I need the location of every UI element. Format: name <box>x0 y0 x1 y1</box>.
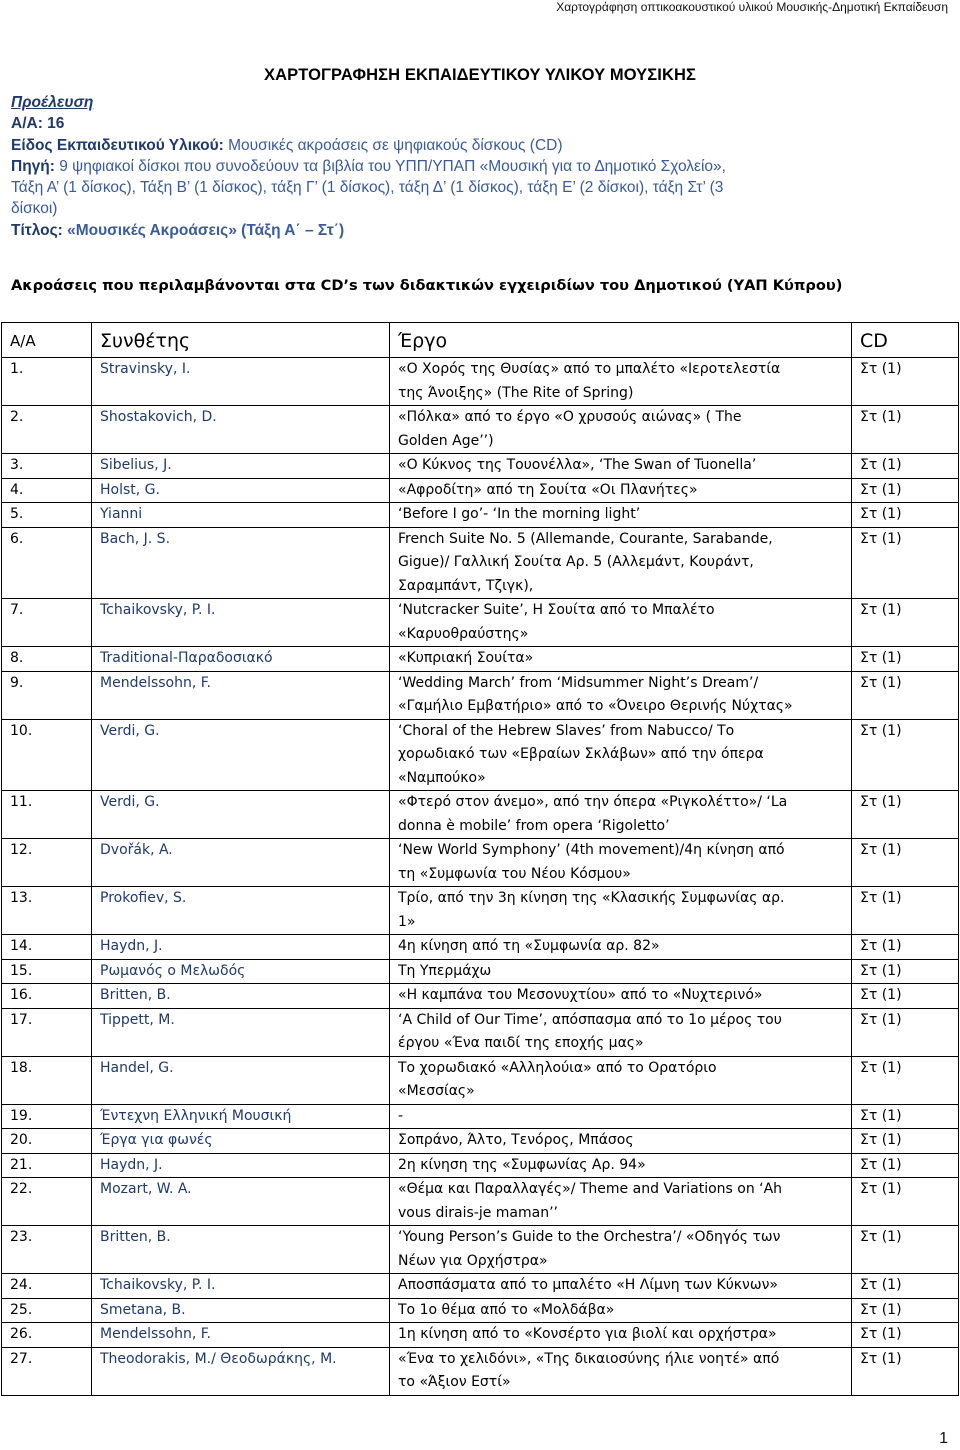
composer-cell: Mozart, W. A. <box>92 1178 390 1226</box>
cd-cell: Στ (1) <box>852 503 959 528</box>
cd-cell: Στ (1) <box>852 791 959 839</box>
composer-cell: Sibelius, J. <box>92 454 390 479</box>
work-line: Νέων για Ορχήστρα» <box>398 1252 548 1269</box>
work-line: «Κυπριακή Σουίτα» <box>398 650 534 666</box>
source-value-1: 9 ψηφιακοί δίσκοι που συνοδεύουν τα βιβλία του ΥΠΠ/ΥΠΑΠ «Μουσική για το Δημοτικό Σχολείο», <box>54 157 726 175</box>
work-cell <box>390 935 852 960</box>
table-row <box>2 1226 959 1274</box>
work-cell <box>390 527 852 599</box>
cd-cell: Στ (1) <box>852 1274 959 1299</box>
cd-cell: Στ (1) <box>852 1178 959 1226</box>
composer-cell: Verdi, G. <box>92 791 390 839</box>
table-row <box>2 1153 959 1178</box>
work-cell <box>390 503 852 528</box>
row-number: 2. <box>2 406 92 454</box>
work-line: Golden Age’’) <box>398 432 494 449</box>
work-line: «Αφροδίτη» από τη Σουίτα «Οι Πλανήτες» <box>398 481 698 498</box>
table-header-row <box>2 323 959 358</box>
table-row <box>2 406 959 454</box>
work-line: το «Άξιον Εστί» <box>398 1374 511 1390</box>
work-line: ‘Before I go’- ‘In the morning light’ <box>398 506 641 522</box>
work-line: «Πόλκα» από το έργο «Ο χρυσούς αιώνας» ( The <box>398 409 742 425</box>
material-type-line <box>11 135 916 156</box>
work-line: ‘New World Symphony’ (4th movement)/4η κίνηση από <box>398 842 785 858</box>
material-type-value: Μουσικές ακροάσεις σε ψηφιακούς δίσκους (CD) <box>223 136 563 154</box>
work-cell <box>390 358 852 406</box>
table-row <box>2 358 959 406</box>
provenance-label: Προέλευση <box>11 94 94 111</box>
row-number: 19. <box>2 1104 92 1129</box>
work-line: 1η κίνηση από το «Κονσέρτο για βιολί και ορχήστρα» <box>398 1326 777 1342</box>
row-number: 7. <box>2 599 92 647</box>
table-row <box>2 1008 959 1056</box>
composer-cell: Prokofiev, S. <box>92 887 390 935</box>
work-cell <box>390 984 852 1009</box>
cd-cell: Στ (1) <box>852 647 959 672</box>
table-row <box>2 1298 959 1323</box>
header-number: Α/Α <box>2 323 92 358</box>
cd-cell: Στ (1) <box>852 1347 959 1395</box>
table-row <box>2 719 959 791</box>
table-row <box>2 984 959 1009</box>
work-line: 4η κίνηση από τη «Συμφωνία αρ. 82» <box>398 938 660 954</box>
composer-cell: Holst, G. <box>92 478 390 503</box>
work-line: ‘A Child of Our Time’, απόσπασμα από το 1ο μέρος του <box>398 1011 782 1028</box>
page-number: 1 <box>939 1430 948 1447</box>
work-cell <box>390 1226 852 1274</box>
record-number: Α/Α: 16 <box>11 115 65 133</box>
table-row <box>2 503 959 528</box>
composer-cell: Britten, B. <box>92 984 390 1009</box>
work-line: 1» <box>398 913 416 930</box>
work-cell <box>390 1129 852 1154</box>
composer-cell: Smetana, B. <box>92 1298 390 1323</box>
work-line: «Ο Χορός της Θυσίας» από το μπαλέτο «Ιεροτελεστία <box>398 361 781 377</box>
header-work: Έργο <box>390 323 852 358</box>
row-number: 8. <box>2 647 92 672</box>
table-row <box>2 791 959 839</box>
running-header: Χαρτογράφηση οπτικοακουστικού υλικού Μουσικής-Δημοτική Εκπαίδευση <box>556 0 948 14</box>
composer-cell: Theodorakis, M./ Θεοδωράκης, Μ. <box>92 1347 390 1395</box>
cd-cell: Στ (1) <box>852 959 959 984</box>
work-cell <box>390 1008 852 1056</box>
table-row <box>2 839 959 887</box>
composer-cell: Dvořák, A. <box>92 839 390 887</box>
work-line: Gigue)/ Γαλλική Σουίτα Αρ. 5 (Αλλεμάντ, Κουράντ, <box>398 554 754 570</box>
table-row <box>2 1323 959 1348</box>
work-cell <box>390 1298 852 1323</box>
row-number: 22. <box>2 1178 92 1226</box>
work-line: vous dirais-je maman’’ <box>398 1204 558 1221</box>
cd-cell: Στ (1) <box>852 599 959 647</box>
source-value-3: δίσκοι) <box>11 200 58 218</box>
source-line <box>11 156 916 177</box>
row-number: 15. <box>2 959 92 984</box>
composer-cell: Έντεχνη Ελληνική Μουσική <box>92 1104 390 1129</box>
work-line: Σοπράνο, Άλτο, Τενόρος, Μπάσος <box>398 1132 634 1148</box>
cd-cell: Στ (1) <box>852 527 959 599</box>
work-line: «Ο Κύκνος της Τουονέλλα», ‘The Swan of Tuonella’ <box>398 457 757 473</box>
row-number: 4. <box>2 478 92 503</box>
cd-cell: Στ (1) <box>852 1226 959 1274</box>
composer-cell: Mendelssohn, F. <box>92 671 390 719</box>
work-cell <box>390 478 852 503</box>
composer-cell: Britten, B. <box>92 1226 390 1274</box>
material-type-label: Είδος Εκπαιδευτικού Υλικού: <box>11 136 224 154</box>
row-number: 23. <box>2 1226 92 1274</box>
cd-cell: Στ (1) <box>852 478 959 503</box>
work-line: ‘Choral of the Hebrew Slaves’ from Nabucco/ Το <box>398 722 735 739</box>
work-line: χορωδιακό των «Εβραίων Σκλάβων» από την όπερα <box>398 746 764 762</box>
row-number: 18. <box>2 1056 92 1104</box>
table-row <box>2 887 959 935</box>
work-line: «Μεσσίας» <box>398 1083 475 1099</box>
row-number: 20. <box>2 1129 92 1154</box>
row-number: 21. <box>2 1153 92 1178</box>
composer-cell: Haydn, J. <box>92 1153 390 1178</box>
cd-cell: Στ (1) <box>852 671 959 719</box>
row-number: 17. <box>2 1008 92 1056</box>
work-cell <box>390 671 852 719</box>
header-cd: CD <box>852 323 959 358</box>
table-row <box>2 1347 959 1395</box>
composer-cell: Tchaikovsky, P. I. <box>92 1274 390 1299</box>
row-number: 5. <box>2 503 92 528</box>
work-line: τη «Συμφωνία του Νέου Κόσμου» <box>398 865 631 882</box>
music-table <box>1 322 959 1396</box>
work-line: Τρίο, από την 3η κίνηση της «Κλασικής Συμφωνίας αρ. <box>398 890 785 906</box>
table-row <box>2 1104 959 1129</box>
composer-cell: Stravinsky, I. <box>92 358 390 406</box>
work-cell <box>390 406 852 454</box>
work-line: donna è mobile’ from opera ‘Rigoletto’ <box>398 817 670 834</box>
row-number: 12. <box>2 839 92 887</box>
row-number: 26. <box>2 1323 92 1348</box>
work-cell <box>390 1056 852 1104</box>
work-line: της Άνοιξης» (The Rite of Spring) <box>398 384 634 401</box>
work-line: ‘Young Person’s Guide to the Orchestra’/ «Οδηγός των <box>398 1229 781 1245</box>
source-label: Πηγή: <box>11 157 55 175</box>
work-line: «Η καμπάνα του Μεσονυχτίου» από το «Νυχτερινό» <box>398 987 763 1003</box>
work-cell <box>390 719 852 791</box>
work-line: Το 1ο θέμα από το «Μολδάβα» <box>398 1301 615 1318</box>
table-row <box>2 647 959 672</box>
work-line: 2η κίνηση της «Συμφωνίας Αρ. 94» <box>398 1156 646 1173</box>
composer-cell: Tchaikovsky, P. I. <box>92 599 390 647</box>
row-number: 1. <box>2 358 92 406</box>
cd-cell: Στ (1) <box>852 1056 959 1104</box>
work-line: - <box>398 1107 404 1124</box>
cd-cell: Στ (1) <box>852 719 959 791</box>
work-cell <box>390 454 852 479</box>
composer-cell: Mendelssohn, F. <box>92 1323 390 1348</box>
cd-cell: Στ (1) <box>852 1129 959 1154</box>
row-number: 14. <box>2 935 92 960</box>
row-number: 25. <box>2 1298 92 1323</box>
table-row <box>2 1274 959 1299</box>
table-body <box>2 358 959 1396</box>
composer-cell: Yianni <box>92 503 390 528</box>
work-cell <box>390 887 852 935</box>
title-label: Τίτλος: <box>11 221 63 239</box>
row-number: 6. <box>2 527 92 599</box>
composer-cell: Tippett, M. <box>92 1008 390 1056</box>
work-cell <box>390 959 852 984</box>
work-cell <box>390 599 852 647</box>
row-number: 9. <box>2 671 92 719</box>
work-cell <box>390 1347 852 1395</box>
work-cell <box>390 791 852 839</box>
row-number: 16. <box>2 984 92 1009</box>
row-number: 27. <box>2 1347 92 1395</box>
work-line: French Suite No. 5 (Allemande, Courante, Sarabande, <box>398 530 773 547</box>
cd-cell: Στ (1) <box>852 984 959 1009</box>
work-cell <box>390 1323 852 1348</box>
work-cell <box>390 1153 852 1178</box>
cd-cell: Στ (1) <box>852 1323 959 1348</box>
table-row <box>2 1129 959 1154</box>
work-cell <box>390 1104 852 1129</box>
row-number: 11. <box>2 791 92 839</box>
composer-cell: Έργα για φωνές <box>92 1129 390 1154</box>
title-line <box>11 220 916 241</box>
work-line: Τη Υπερμάχω <box>398 962 492 979</box>
cd-cell: Στ (1) <box>852 887 959 935</box>
composer-cell: Bach, J. S. <box>92 527 390 599</box>
work-line: έργου «Ένα παιδί της εποχής μας» <box>398 1035 644 1051</box>
work-line: Αποσπάσματα από το μπαλέτο «Η Λίμνη των Κύκνων» <box>398 1277 778 1293</box>
cd-cell: Στ (1) <box>852 406 959 454</box>
cd-cell: Στ (1) <box>852 839 959 887</box>
work-line: ‘Wedding March’ from ‘Midsummer Night’s Dream’/ <box>398 674 759 691</box>
row-number: 3. <box>2 454 92 479</box>
work-cell <box>390 839 852 887</box>
work-line: «Γαμήλιο Εμβατήριο» από το «Όνειρο Θερινής Νύχτας» <box>398 698 793 714</box>
cd-cell: Στ (1) <box>852 1008 959 1056</box>
work-line: «Ένα το χελιδόνι», «Της δικαιοσύνης ήλιε νοητέ» από <box>398 1350 780 1367</box>
document-metadata <box>11 92 916 241</box>
cd-cell: Στ (1) <box>852 1298 959 1323</box>
work-cell <box>390 1274 852 1299</box>
table-row <box>2 959 959 984</box>
table-row <box>2 1178 959 1226</box>
title-value: «Μουσικές Ακροάσεις» (Τάξη Α΄ – Στ΄) <box>62 221 345 239</box>
document-title: ΧΑΡΤΟΓΡΑΦΗΣΗ ΕΚΠΑΙΔΕΥΤΙΚΟΥ ΥΛΙΚΟΥ ΜΟΥΣΙΚΗΣ <box>263 66 697 84</box>
work-cell <box>390 647 852 672</box>
composer-cell: Traditional-Παραδοσιακό <box>92 647 390 672</box>
work-line: «Φτερό στον άνεμο», από την όπερα «Ριγκολέττο»/ ‘La <box>398 794 788 810</box>
composer-cell: Handel, G. <box>92 1056 390 1104</box>
composer-cell: Verdi, G. <box>92 719 390 791</box>
header-composer: Συνθέτης <box>92 323 390 358</box>
provenance-heading <box>11 92 916 113</box>
table-row <box>2 599 959 647</box>
work-line: «Θέμα και Παραλλαγές»/ Theme and Variations on ‘Ah <box>398 1181 783 1197</box>
table-row <box>2 454 959 479</box>
work-line: ‘Nutcracker Suite’, Η Σουίτα από το Μπαλέτο <box>398 602 715 618</box>
table-row <box>2 671 959 719</box>
work-line: Το χορωδιακό «Αλληλούια» από το Ορατόριο <box>398 1059 717 1076</box>
cd-cell: Στ (1) <box>852 1153 959 1178</box>
source-value-2: Τάξη Α’ (1 δίσκος), Τάξη Β’ (1 δίσκος), τάξη Γ’ (1 δίσκος), τάξη Δ’ (1 δίσκος), τάξη Ε’ (2 δίσκοι), τάξη Στ’ (3 <box>11 179 724 197</box>
cd-cell: Στ (1) <box>852 1104 959 1129</box>
table-row <box>2 1056 959 1104</box>
row-number: 10. <box>2 719 92 791</box>
work-line: «Ναμπούκο» <box>398 769 486 786</box>
composer-cell: Ρωμανός ο Μελωδός <box>92 959 390 984</box>
composer-cell: Shostakovich, D. <box>92 406 390 454</box>
table-row <box>2 935 959 960</box>
composer-cell: Haydn, J. <box>92 935 390 960</box>
cd-cell: Στ (1) <box>852 454 959 479</box>
cd-cell: Στ (1) <box>852 358 959 406</box>
work-line: «Καρυοθραύστης» <box>398 625 529 642</box>
table-row <box>2 527 959 599</box>
row-number: 24. <box>2 1274 92 1299</box>
work-line: Σαραμπάντ, Τζιγκ), <box>398 577 534 594</box>
cd-cell: Στ (1) <box>852 935 959 960</box>
row-number: 13. <box>2 887 92 935</box>
table-row <box>2 478 959 503</box>
work-cell <box>390 1178 852 1226</box>
intro-heading: Ακροάσεις που περιλαμβάνονται στα CD’s των διδακτικών εγχειριδίων του Δημοτικού (ΥΑΠ Κύπρου) <box>11 277 843 294</box>
